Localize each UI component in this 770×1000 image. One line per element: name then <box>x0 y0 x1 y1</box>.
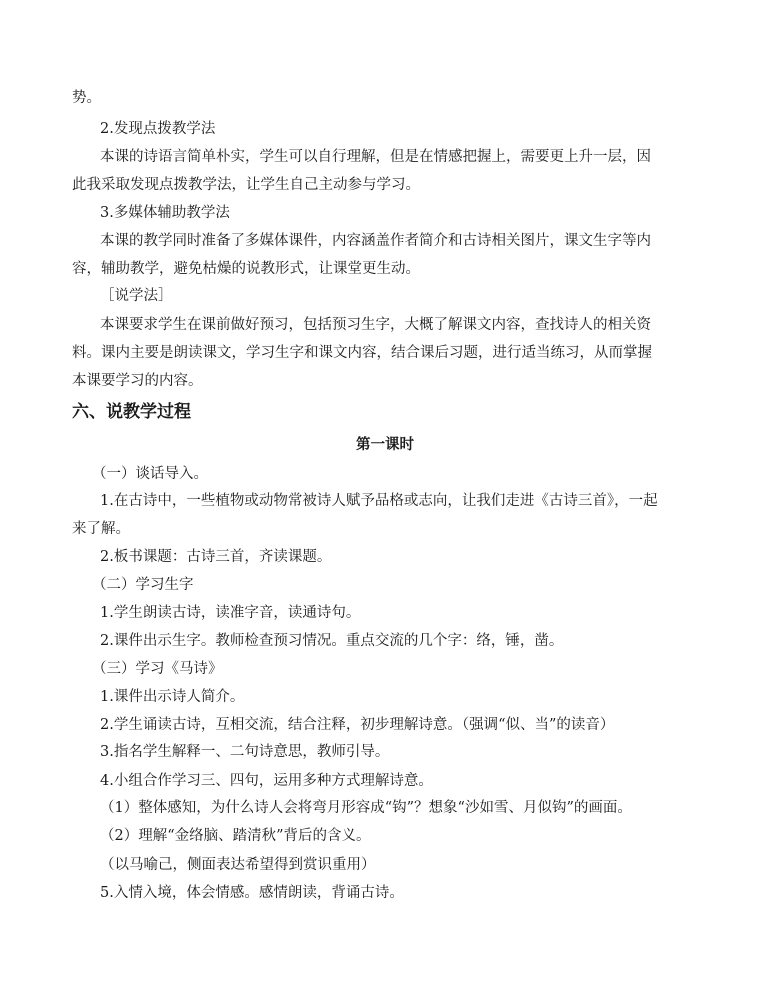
list-item: 5.入情入境，体会情感。感情朗读，背诵古诗。 <box>100 885 404 901</box>
paragraph-line: 料。课内主要是朗读课文，学习生字和课文内容，结合课后习题，进行适当练习，从而掌握 <box>72 345 652 361</box>
paragraph-line: 本课要求学生在课前做好预习，包括预习生字，大概了解课文内容，查找诗人的相关资 <box>100 317 651 333</box>
list-item: 3.指名学生解释一、二句诗意思，教师引导。 <box>100 744 390 760</box>
paragraph-line: 此我采取发现点拨教学法，让学生自己主动参与学习。 <box>72 177 420 193</box>
method-heading-multimedia: 3.多媒体辅助教学法 <box>100 205 230 221</box>
step-heading: （三）学习《马诗》 <box>92 661 223 677</box>
paragraph-line: 本课的教学同时准备了多媒体课件，内容涵盖作者简介和古诗相关图片，课文生字等内 <box>100 233 651 249</box>
lesson-title: 第一课时 <box>356 436 414 453</box>
list-item: 4.小组合作学习三、四句，运用多种方式理解诗意。 <box>100 773 433 789</box>
paragraph-line: 本课的诗语言简单朴实，学生可以自行理解，但是在情感把握上，需要更上升一层，因 <box>100 149 651 165</box>
list-item: 2.学生诵读古诗，互相交流，结合注释，初步理解诗意。（强调“似、当”的读音） <box>100 717 615 733</box>
list-item-continuation: 来了解。 <box>72 521 130 537</box>
list-item: 2.板书课题：古诗三首，齐读课题。 <box>100 549 332 565</box>
list-item: 1.在古诗中，一些植物或动物常被诗人赋予品格或志向，让我们走进《古诗三首》，一起 <box>100 493 658 509</box>
note-line: （以马喻己，侧面表达希望得到赏识重用） <box>100 857 376 873</box>
sub-item: （2）理解“金络脑、踏清秋”背后的含义。 <box>100 828 371 844</box>
paragraph-line: 容，辅助教学，避免枯燥的说教形式，让课堂更生动。 <box>72 261 420 277</box>
paragraph-line: 本课要学习的内容。 <box>72 373 203 389</box>
method-heading-discovery: 2.发现点拨教学法 <box>100 121 216 137</box>
section-heading: 六、说教学过程 <box>72 402 191 422</box>
study-method-heading: ［说学法］ <box>100 288 173 304</box>
paragraph-line: 势。 <box>72 90 101 106</box>
list-item: 1.课件出示诗人简介。 <box>100 689 245 705</box>
sub-item: （1）整体感知，为什么诗人会将弯月形容成“钩”？想象“沙如雪、月似钩”的画面。 <box>100 800 632 816</box>
step-heading: （二）学习生字 <box>92 577 194 593</box>
step-heading: （一）谈话导入。 <box>92 466 208 482</box>
list-item: 1.学生朗读古诗，读准字音，读通诗句。 <box>100 605 361 621</box>
list-item: 2.课件出示生字。教师检查预习情况。重点交流的几个字：络，锤，凿。 <box>100 633 564 649</box>
